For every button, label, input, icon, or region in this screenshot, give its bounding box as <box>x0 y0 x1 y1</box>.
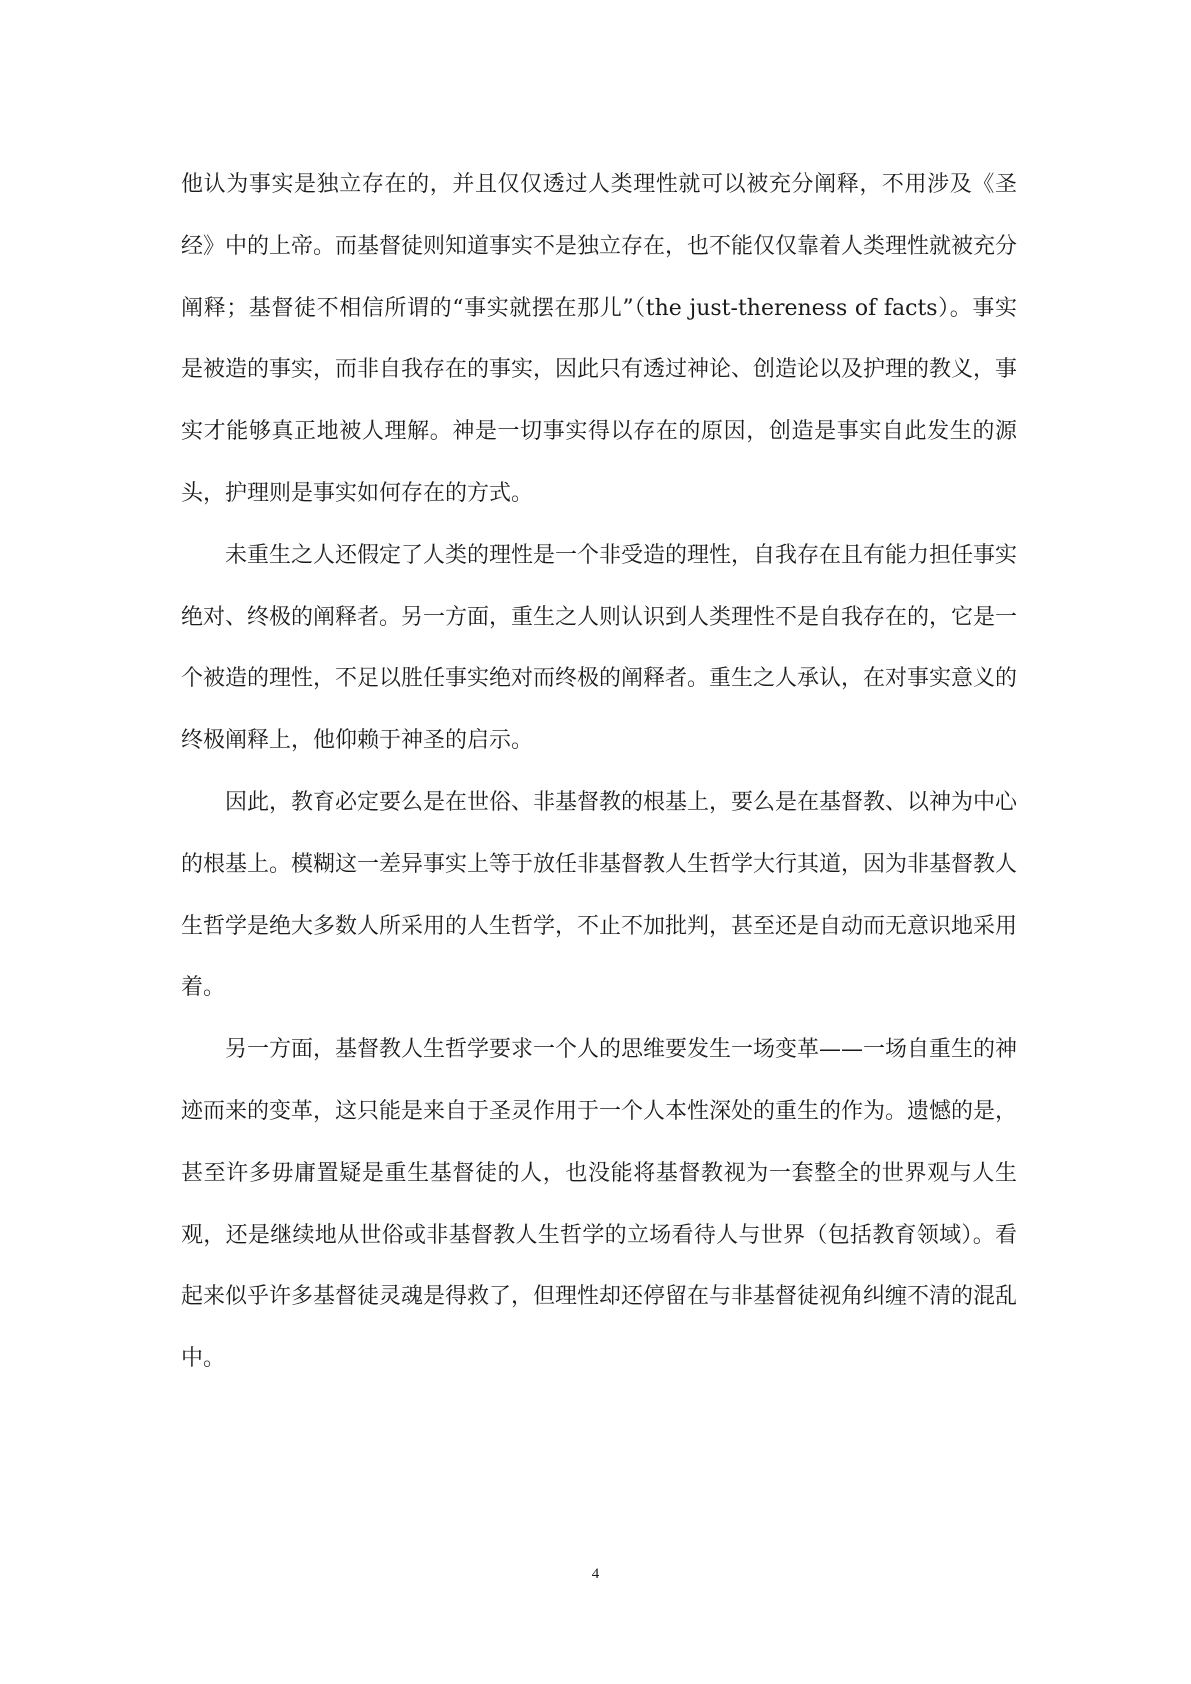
body-text <box>181 154 1017 1390</box>
paragraph-2: 未重生之人还假定了人类的理性是一个非受造的理性，自我存在且有能力担任事实绝对、终极的阐释者。另一方面，重生之人则认识到人类理性不是自我存在的，它是一个被造的理性，不足以胜任事实绝对而终极的阐释者。重生之人承认，在对事实意义的终极阐释上，他仰赖于神圣的启示。 <box>181 542 1018 754</box>
paragraph-1: 他认为事实是独立存在的，并且仅仅透过人类理性就可以被充分阐释，不用涉及《圣经》中的上帝。而基督徒则知道事实不是独立存在，也不能仅仅靠着人类理性就被充分阐释；基督徒不相信所谓的“事实就摆在那儿”（the just-thereness of facts）。事实是被造的事实，而非自我存在的事实，因此只有透过神论、创造论以及护理的教义，事实才能够真正地被人理解。神是一切事实得以存在的原因，创造是事实自此发生的源头，护理则是事实如何存在的方式。 <box>181 172 1018 506</box>
page-number: 4 <box>591 1566 600 1582</box>
paragraph-4: 另一方面，基督教人生哲学要求一个人的思维要发生一场变革——一场自重生的神迹而来的变革，这只能是来自于圣灵作用于一个人本性深处的重生的作为。遗憾的是，甚至许多毋庸置疑是重生基督徒的人，也没能将基督教视为一套整全的世界观与人生观，还是继续地从世俗或非基督教人生哲学的立场看待人与世界（包括教育领域）。看起来似乎许多基督徒灵魂是得救了，但理性却还停留在与非基督徒视角纠缠不清的混乱中。 <box>181 1037 1018 1372</box>
paragraph-3: 因此，教育必定要么是在世俗、非基督教的根基上，要么是在基督教、以神为中心的根基上。模糊这一差异事实上等于放任非基督教人生哲学大行其道，因为非基督教人生哲学是绝大多数人所采用的人生哲学，不止不加批判，甚至还是自动而无意识地采用着。 <box>181 789 1018 1001</box>
